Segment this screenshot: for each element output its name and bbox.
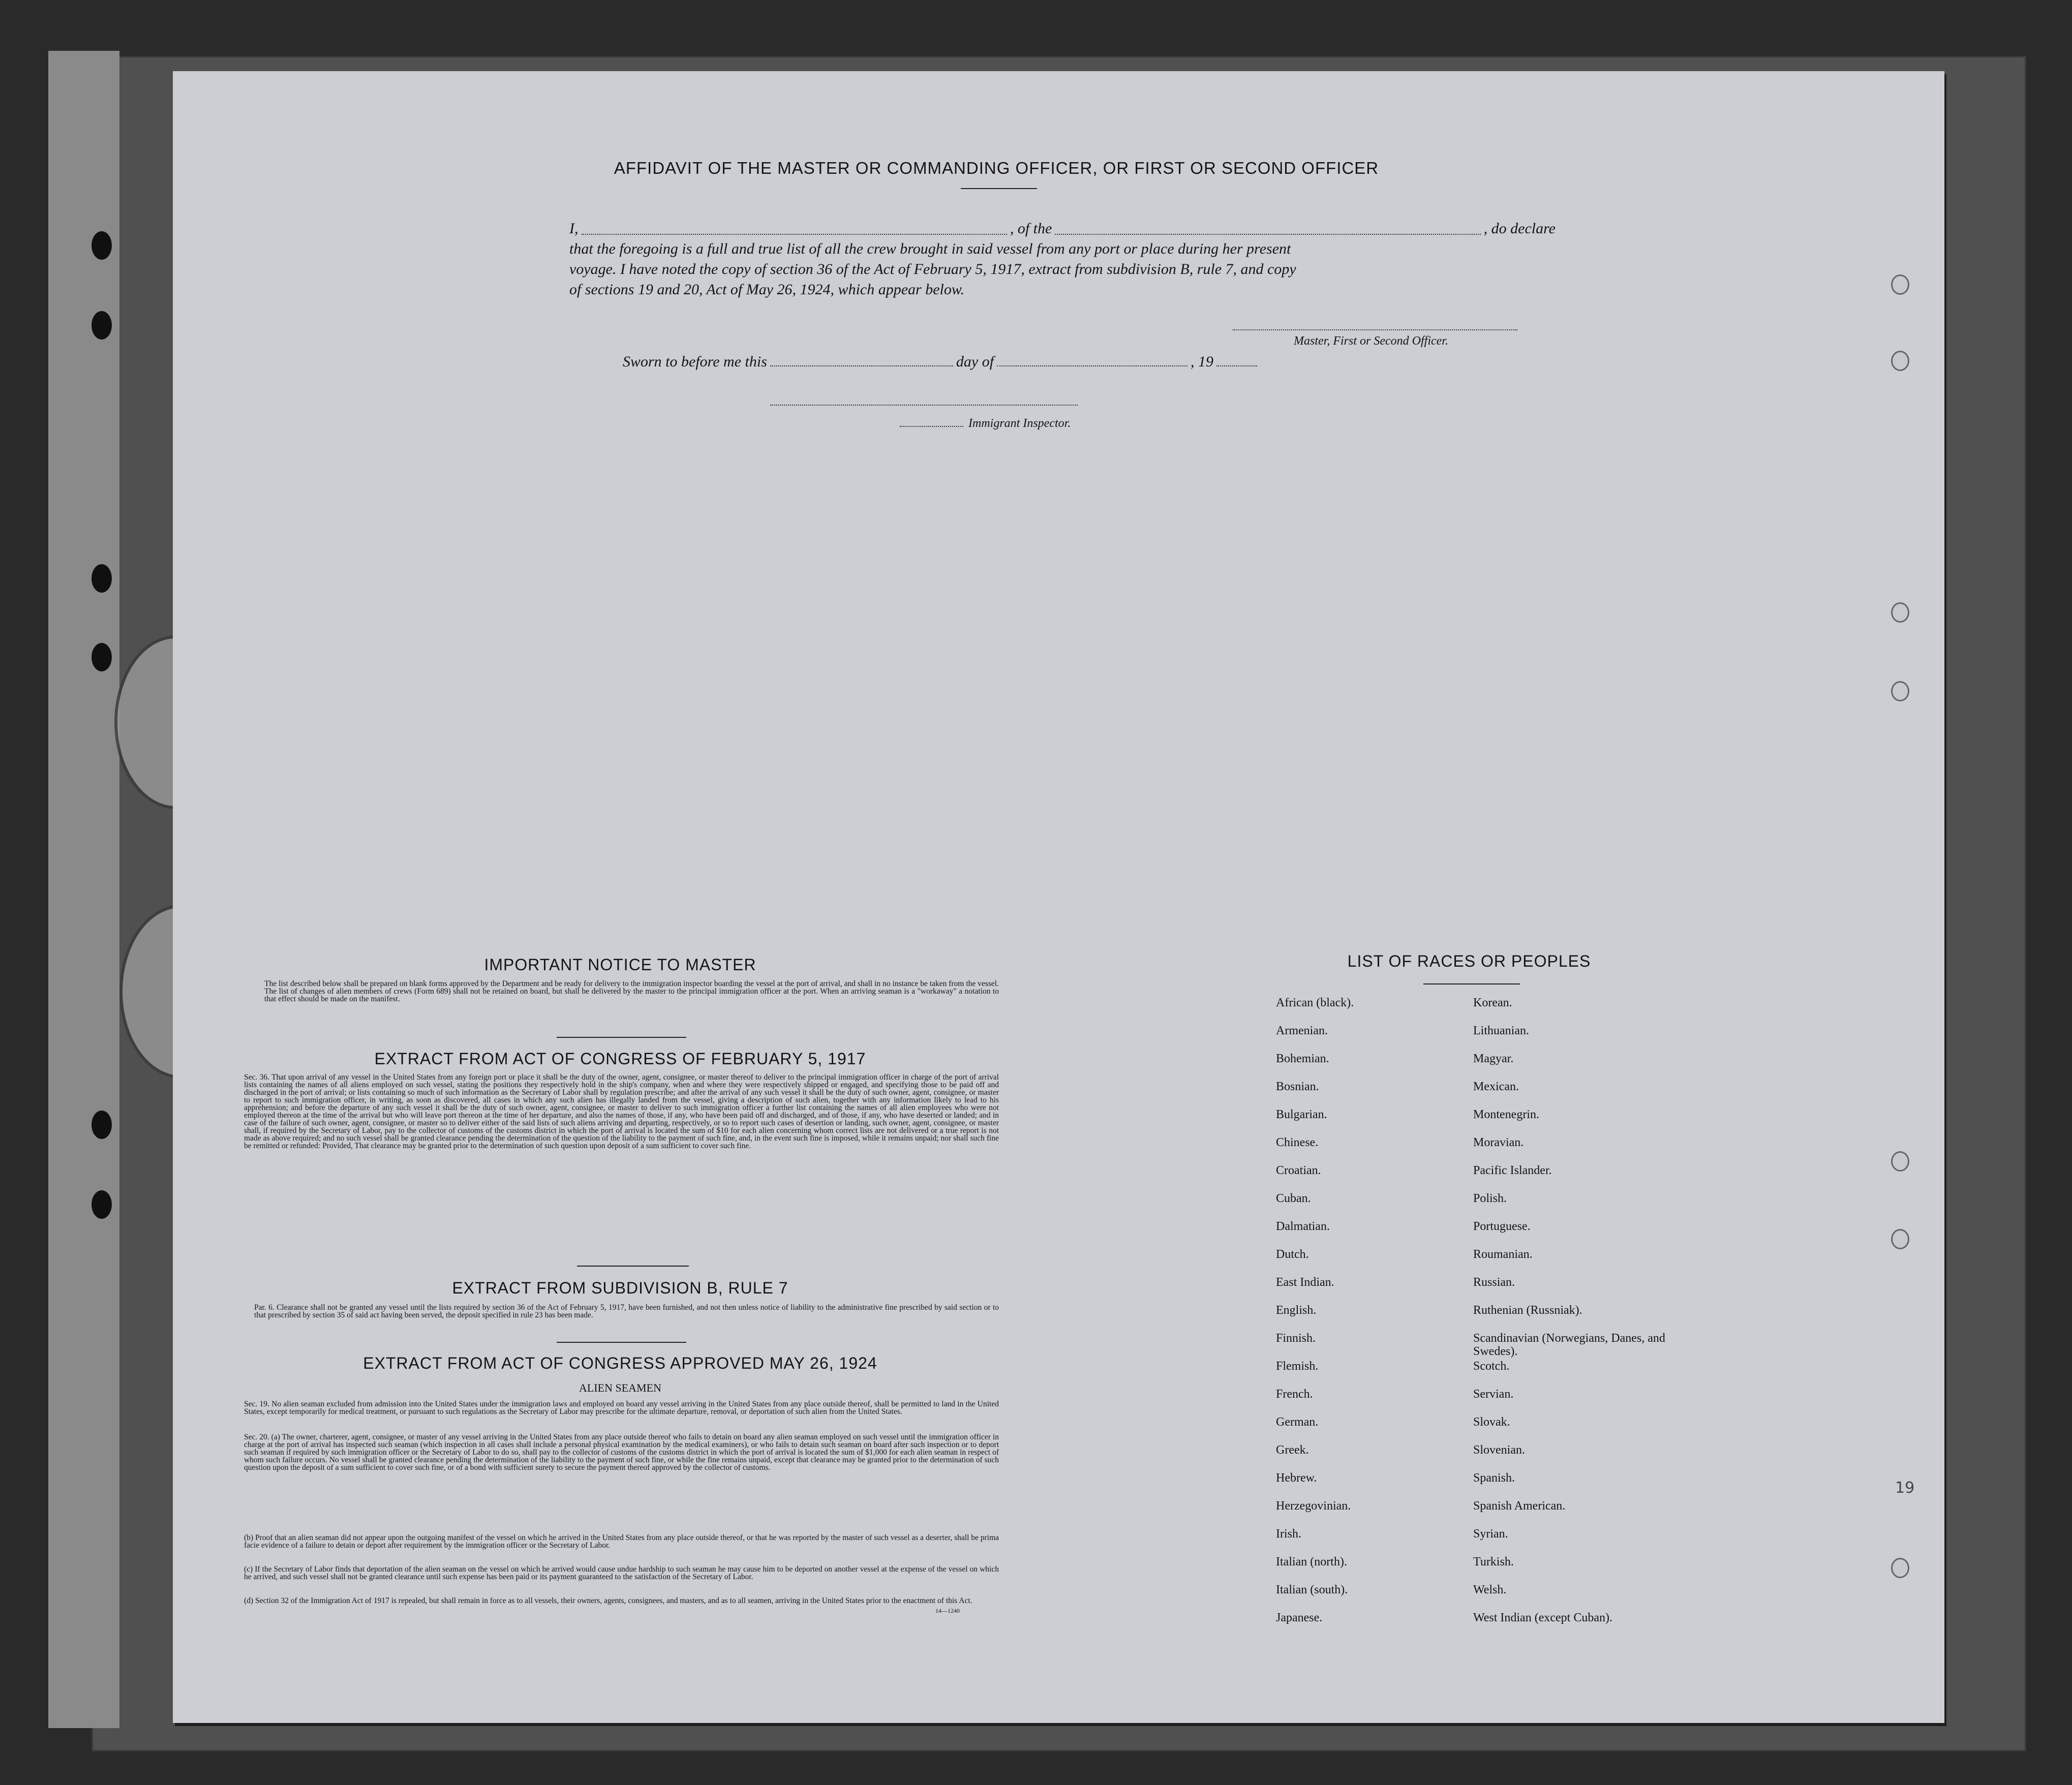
race-item: Slovak. bbox=[1473, 1415, 1510, 1429]
inspector-prefix-line bbox=[900, 426, 963, 427]
title-rule bbox=[961, 188, 1037, 189]
ring-hole bbox=[1891, 602, 1909, 623]
inspector-signature-line[interactable] bbox=[770, 405, 1078, 406]
race-item: Montenegrin. bbox=[1473, 1108, 1539, 1121]
race-item: Spanish. bbox=[1473, 1471, 1515, 1485]
decl-text: that the foregoing is a full and true list of all the crew brought in said vessel from any port or place during her present bbox=[569, 240, 1291, 257]
sec19-text: Sec. 19. No alien seaman excluded from admission into the United States under the immigration laws and employed on board any vessel arriving in the United States from any place outside thereof, shall be permitted to land in the United States, except temporarily for medical treatment, or pursuant to such regulations as the Secretary of Labor may prescribe for the ultimate departure, removal, or deportation of such alien from the United States. bbox=[244, 1400, 999, 1416]
sworn-text: Sworn to before me this bbox=[623, 353, 767, 370]
ring-hole bbox=[1891, 1151, 1909, 1172]
extract-1924-title: EXTRACT FROM ACT OF CONGRESS APPROVED MAY 26, 1924 bbox=[363, 1354, 877, 1372]
decl-text: I, bbox=[569, 220, 578, 237]
race-item: Polish. bbox=[1473, 1192, 1507, 1205]
race-item: Turkish. bbox=[1473, 1555, 1514, 1568]
race-item: Bohemian. bbox=[1276, 1052, 1329, 1065]
race-item: Lithuanian. bbox=[1473, 1024, 1529, 1037]
sec20a-text: Sec. 20. (a) The owner, charterer, agent, consignee, or master of any vessel arriving in the United States from any place outside thereof who fails to detain on board any alien seaman employed on such vessel until the immigration officer in charge at the port of arrival has inspected such seaman (which inspection in all cases shall include a personal physical examination by the medical examiners), or who fails to detain such seaman on board after such inspection or to deport such seaman if required by such immigration officer or the Secretary of Labor to do so, shall pay to the collector of customs of the customs district in which the port of arrival is located the sum of $1,000 for each alien seaman in respect of whom such failure occurs. No vessel shall be granted clearance pending the determination of the liability to the payment of such fine, or while the fine remains unpaid, except that clearance may be granted prior to the determination of such question upon the deposit of a sum sufficient to cover such fine, or of a bond with sufficient surety to secure the payment thereof approved by the collector of customs. bbox=[244, 1433, 999, 1472]
ring-hole bbox=[1891, 274, 1909, 295]
race-item: Syrian. bbox=[1473, 1527, 1508, 1541]
race-item: Flemish. bbox=[1276, 1360, 1319, 1373]
binder-hole bbox=[92, 1111, 112, 1139]
sec20c-text: (c) If the Secretary of Labor finds that deportation of the alien seaman on the vessel on which he arrived would cause undue hardship to such seaman he may cause him to be deported on another vessel at the expense of the vessel on which he arrived, and such vessel shall not be granted clearance until such expense has been paid or its payment guaranteed to the satisfaction of the Secretary of Labor. bbox=[244, 1565, 999, 1581]
binder-strip bbox=[48, 51, 119, 1728]
race-item: Greek. bbox=[1276, 1443, 1309, 1457]
races-title: LIST OF RACES OR PEOPLES bbox=[1347, 952, 1591, 970]
race-item: Cuban. bbox=[1276, 1192, 1311, 1205]
name-blank[interactable] bbox=[582, 234, 1007, 235]
race-item: African (black). bbox=[1276, 996, 1354, 1009]
race-item: Croatian. bbox=[1276, 1164, 1321, 1177]
race-item: Bulgarian. bbox=[1276, 1108, 1327, 1121]
decl-text: , do declare bbox=[1483, 220, 1556, 237]
race-item: Spanish American. bbox=[1473, 1499, 1566, 1513]
decl-text: , of the bbox=[1010, 220, 1052, 237]
races-column-right bbox=[1473, 996, 1666, 1639]
affidavit-title: AFFIDAVIT OF THE MASTER OR COMMANDING OFFICER, OR FIRST OR SECOND OFFICER bbox=[614, 159, 1379, 177]
race-item: Dalmatian. bbox=[1276, 1220, 1330, 1233]
race-item: Roumanian. bbox=[1473, 1248, 1533, 1261]
binder-hole bbox=[92, 231, 112, 260]
race-item: Portuguese. bbox=[1473, 1220, 1531, 1233]
race-item: Mexican. bbox=[1473, 1080, 1519, 1093]
day-blank[interactable] bbox=[770, 365, 953, 366]
race-item: Magyar. bbox=[1473, 1052, 1514, 1065]
section-rule bbox=[557, 1037, 686, 1038]
rule7-text: Par. 6. Clearance shall not be granted any vessel until the lists required by section 36 of the Act of February 5, 1917, have been furnished, and not then unless notice of liability to the administrative fine prescribed by said section or to that prescribed by section 35 of said act having been served, the deposit specified in rule 23 has been made. bbox=[254, 1303, 999, 1319]
race-item: West Indian (except Cuban). bbox=[1473, 1611, 1612, 1624]
race-item: Finnish. bbox=[1276, 1332, 1316, 1345]
ring-hole bbox=[1891, 1558, 1909, 1578]
races-column-left bbox=[1276, 996, 1354, 1639]
sworn-text: day of bbox=[956, 353, 994, 370]
races-title-rule bbox=[1423, 983, 1520, 984]
race-item: English. bbox=[1276, 1304, 1317, 1317]
margin-page-number: 19 bbox=[1895, 1479, 1915, 1497]
master-signature-label: Master, First or Second Officer. bbox=[1294, 334, 1448, 348]
sec20b-text: (b) Proof that an alien seaman did not appear upon the outgoing manifest of the vessel on which he arrived in the United States from any place outside thereof, or that he was reported by the master of such vessel as a deserter, shall be prima facie evidence of a failure to detain or deport after requirement by the immigration officer or the Secretary of Labor. bbox=[244, 1533, 999, 1550]
race-item: Slovenian. bbox=[1473, 1443, 1525, 1457]
alien-seamen-heading: ALIEN SEAMEN bbox=[579, 1381, 661, 1394]
race-item: East Indian. bbox=[1276, 1276, 1334, 1289]
notice-title: IMPORTANT NOTICE TO MASTER bbox=[484, 956, 756, 974]
inspector-label: Immigrant Inspector. bbox=[968, 417, 1071, 430]
binder-hole bbox=[92, 564, 112, 593]
race-item: Chinese. bbox=[1276, 1136, 1319, 1149]
race-item: Italian (north). bbox=[1276, 1555, 1347, 1568]
race-item: Hebrew. bbox=[1276, 1471, 1317, 1485]
race-item: Dutch. bbox=[1276, 1248, 1309, 1261]
race-item: Russian. bbox=[1473, 1276, 1515, 1289]
race-item: Irish. bbox=[1276, 1527, 1301, 1541]
race-item: Servian. bbox=[1473, 1388, 1514, 1401]
race-item: Japanese. bbox=[1276, 1611, 1323, 1624]
extract-1917-text: Sec. 36. That upon arrival of any vessel in the United States from any foreign port or place it shall be the duty of the owner, agent, consignee, or master thereof to deliver to the principal immigration officer in charge of the port of arrival lists containing the names of all aliens employed on such vessel, stating the positions they respectively hold in the ship's company, when and where they were respectively shipped or engaged, and specifying those to be paid off and discharged in the port of arrival; or lists containing so much of such information as the Secretary of Labor shall by regulation prescribe; and after the arrival of any such vessel it shall be the duty of such owner, agent, consignee, or master to report to such immigration officer, in writing, as soon as discovered, all cases in which any such alien has illegally landed from the vessel, giving a description of such alien, together with any information likely to lead to his apprehension; and before the departure of any such vessel it shall be the duty of such owner, agent, consignee, or master to deliver to such immigration officer a further list containing the names of all alien employees who were not employed thereon at the time of the arrival but who will leave port thereon at the time of her departure, and also the names of those, if any, who have been paid off and discharged, and of those, if any, who have deserted or landed; and in case of the failure of such owner, agent, consignee, or master so to deliver either of the said lists of such aliens arriving and departing, respectively, or so to report such cases of desertion or landing, such owner, agent, consignee, or master shall, if required by the Secretary of Labor, pay to the collector of customs of the customs district in which the port of arrival is located the sum of $10 for each alien concerning whom correct lists are not delivered or a true report is not made as above required; and no such vessel shall be granted clearance pending the determination of the question of the liability to the payment of such fine, and, in the event such fine is imposed, while it remains unpaid; nor shall such fine be remitted or refunded: Provided, That clearance may be granted prior to the determination of such question upon deposit of a sum sufficient to cover such fine. bbox=[244, 1073, 999, 1150]
race-item: Scotch. bbox=[1473, 1360, 1510, 1373]
binder-hole bbox=[92, 1190, 112, 1219]
sworn-line bbox=[623, 353, 1309, 371]
race-item: Korean. bbox=[1473, 996, 1512, 1009]
sworn-text: , 19 bbox=[1191, 353, 1214, 370]
race-item: Moravian. bbox=[1473, 1136, 1524, 1149]
race-item: Ruthenian (Russniak). bbox=[1473, 1304, 1582, 1317]
race-item: Italian (south). bbox=[1276, 1583, 1348, 1596]
binder-hole bbox=[92, 643, 112, 671]
race-item: German. bbox=[1276, 1415, 1319, 1429]
race-item: French. bbox=[1276, 1388, 1313, 1401]
vessel-blank[interactable] bbox=[1055, 234, 1480, 235]
affidavit-declaration bbox=[569, 219, 1556, 300]
ring-hole bbox=[1891, 681, 1909, 701]
race-item: Scandinavian (Norwegians, Danes, and Swedes). bbox=[1473, 1332, 1665, 1358]
master-signature-line[interactable] bbox=[1233, 329, 1517, 330]
rule7-title: EXTRACT FROM SUBDIVISION B, RULE 7 bbox=[452, 1279, 788, 1297]
form-number: 14—1240 bbox=[935, 1607, 960, 1614]
race-item: Armenian. bbox=[1276, 1024, 1328, 1037]
manifest-page bbox=[173, 71, 1944, 1723]
ring-hole bbox=[1891, 351, 1909, 371]
year-blank[interactable] bbox=[1216, 365, 1257, 366]
section-rule bbox=[577, 1266, 689, 1267]
ring-hole bbox=[1891, 1229, 1909, 1249]
decl-text: of sections 19 and 20, Act of May 26, 1924, which appear below. bbox=[569, 281, 965, 298]
section-rule bbox=[557, 1342, 686, 1343]
binder-hole bbox=[92, 311, 112, 340]
extract-1917-title: EXTRACT FROM ACT OF CONGRESS OF FEBRUARY 5, 1917 bbox=[374, 1050, 866, 1068]
race-item: Bosnian. bbox=[1276, 1080, 1319, 1093]
race-item: Welsh. bbox=[1473, 1583, 1507, 1596]
race-item: Pacific Islander. bbox=[1473, 1164, 1552, 1177]
notice-text: The list described below shall be prepared on blank forms approved by the Department and be ready for delivery to the immigration inspector boarding the vessel at the port of arrival, and shall in no instance be taken from the vessel. The list of changes of alien members of crews (Form 689) shall not be retained on board, but shall be delivered by the master to the principal immigration officer at the port. When an arriving seaman is a "workaway" a notation to that effect should be made on the manifest. bbox=[264, 979, 999, 1003]
sec20d-text: (d) Section 32 of the Immigration Act of 1917 is repealed, but shall remain in force as to all vessels, their owners, agents, consignees, and masters, and as to all seamen, arriving in the United States prior to the enactment of this Act. bbox=[244, 1596, 972, 1605]
decl-text: voyage. I have noted the copy of section 36 of the Act of February 5, 1917, extract from subdivision B, rule 7, and copy bbox=[569, 261, 1296, 278]
month-blank[interactable] bbox=[997, 365, 1187, 366]
race-item: Herzegovinian. bbox=[1276, 1499, 1351, 1513]
